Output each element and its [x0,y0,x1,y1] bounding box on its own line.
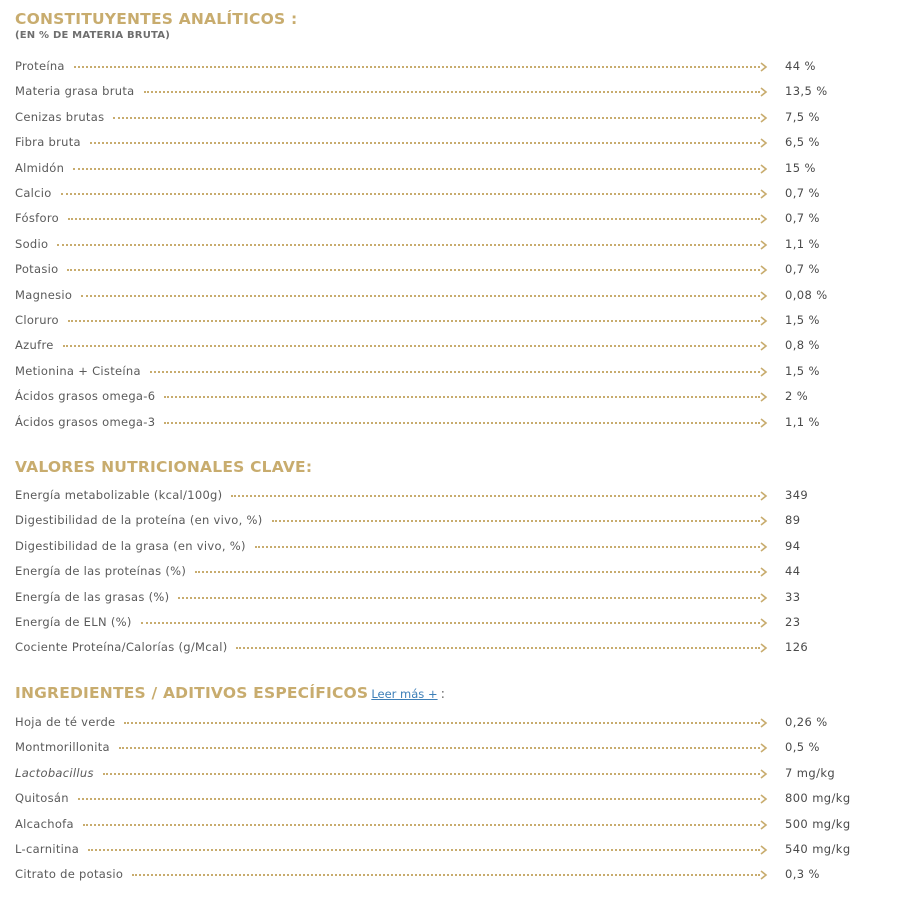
dotted-leader [81,295,760,297]
item-value: 540 mg/kg [785,842,851,856]
item-label: Energía de ELN (%) [15,615,132,629]
list-item [15,589,885,605]
list-item [15,563,885,579]
list-item [15,866,885,882]
arrow-right-icon [760,643,768,653]
list-item [15,816,885,832]
arrow-right-icon [760,113,768,123]
item-value: 23 [785,615,801,629]
item-value: 7,5 % [785,109,820,124]
read-more-link[interactable]: Leer más + [371,687,438,701]
dotted-leader [67,269,760,271]
list-item [15,58,885,74]
dotted-leader [272,520,761,522]
dotted-leader [113,117,760,119]
list-item [15,714,885,730]
item-label: Potasio [15,262,59,277]
dotted-leader [144,91,760,93]
item-label: Fibra bruta [15,135,81,150]
item-label: Digestibilidad de la proteína (en vivo, %) [15,513,263,528]
list-item [15,261,885,277]
dotted-leader [68,320,760,322]
dotted-leader [178,597,760,599]
item-label: Sodio [15,236,49,251]
item-label: L-carnitina [15,842,80,856]
item-value: 0,7 % [785,211,820,226]
arrow-right-icon [760,491,768,501]
arrow-right-icon [760,316,768,326]
arrow-right-icon [760,743,768,753]
arrow-right-icon [760,870,768,880]
arrow-right-icon [760,718,768,728]
item-label: Montmorillonita [15,740,110,755]
item-label: Alcachofa [15,816,74,831]
list-item [15,134,885,150]
ingredients-heading-colon: : [440,687,446,702]
item-label: Fósforo [15,211,59,226]
list-item [15,739,885,755]
list-item [15,487,885,503]
dotted-leader [61,193,760,195]
item-label: Energía de las grasas (%) [15,589,170,604]
dotted-leader [150,371,760,373]
arrow-right-icon [760,87,768,97]
item-label: Cociente Proteína/Calorías (g/Mcal) [15,640,228,655]
item-value: 500 mg/kg [785,816,851,831]
dotted-leader [63,345,760,347]
list-item [15,210,885,226]
arrow-right-icon [760,62,768,72]
item-value: 1,5 % [785,363,820,378]
item-value: 94 [785,538,801,553]
item-value: 0,5 % [785,740,820,755]
item-label: Digestibilidad de la grasa (en vivo, %) [15,538,246,553]
ingredients-heading [15,684,445,702]
arrow-right-icon [760,618,768,628]
arrow-right-icon [760,593,768,603]
list-item [15,312,885,328]
item-value: 2 % [785,389,809,404]
item-value: 0,3 % [785,867,820,882]
item-label: Cloruro [15,313,59,327]
item-value: 0,8 % [785,338,820,353]
arrow-right-icon [760,769,768,779]
list-item [15,109,885,125]
item-label: Metionina + Cisteína [15,363,141,378]
item-label: Ácidos grasos omega-6 [15,389,156,404]
arrow-right-icon [760,567,768,577]
list-item [15,414,885,430]
item-label: Calcio [15,186,52,200]
dotted-leader [57,244,760,246]
dotted-leader [236,647,760,649]
item-value: 0,7 % [785,186,820,200]
item-label: Proteína [15,59,65,73]
item-value: 0,7 % [785,262,820,277]
item-label: Energía metabolizable (kcal/100g) [15,488,223,502]
item-value: 0,08 % [785,287,828,302]
arrow-right-icon [760,138,768,148]
dotted-leader [83,824,760,826]
item-value: 7 mg/kg [785,765,836,780]
list-item [15,160,885,176]
list-item [15,363,885,379]
dotted-leader [164,422,760,424]
list-item [15,512,885,528]
item-value: 89 [785,513,801,528]
item-value: 1,1 % [785,236,820,251]
arrow-right-icon [760,367,768,377]
item-value: 44 [785,564,801,579]
item-value: 126 [785,640,809,655]
arrow-right-icon [760,542,768,552]
dotted-leader [78,798,760,800]
item-label: Cenizas brutas [15,109,105,124]
list-item [15,639,885,655]
arrow-right-icon [760,189,768,199]
arrow-right-icon [760,164,768,174]
arrow-right-icon [760,794,768,804]
list-item [15,614,885,630]
dotted-leader [255,546,760,548]
analytical-constituents-heading: CONSTITUYENTES ANALÍTICOS : [15,10,298,28]
dotted-leader [88,849,760,851]
item-value: 0,26 % [785,715,828,729]
dotted-leader [119,747,760,749]
list-item [15,236,885,252]
item-value: 349 [785,488,809,502]
item-value: 15 % [785,160,816,175]
item-value: 6,5 % [785,135,820,150]
item-label: Hoja de té verde [15,715,116,729]
item-value: 33 [785,589,801,604]
dotted-leader [103,773,760,775]
list-item [15,765,885,781]
arrow-right-icon [760,214,768,224]
arrow-right-icon [760,341,768,351]
arrow-right-icon [760,291,768,301]
dotted-leader [164,396,760,398]
arrow-right-icon [760,240,768,250]
dotted-leader [195,571,760,573]
dotted-leader [124,722,760,724]
arrow-right-icon [760,265,768,275]
item-label: Quitosán [15,791,69,806]
item-value: 1,5 % [785,313,820,327]
item-label: Materia grasa bruta [15,84,135,99]
list-item [15,185,885,201]
list-item [15,83,885,99]
dotted-leader [68,218,760,220]
dotted-leader [132,874,760,876]
item-label: Energía de las proteínas (%) [15,564,187,579]
dotted-leader [90,142,760,144]
dotted-leader [231,495,760,497]
item-value: 44 % [785,59,816,73]
item-value: 1,1 % [785,414,820,429]
list-item [15,790,885,806]
list-item [15,841,885,857]
arrow-right-icon [760,820,768,830]
analytical-constituents-subheading: (EN % DE MATERIA BRUTA) [15,30,170,41]
item-value: 13,5 % [785,84,828,99]
arrow-right-icon [760,418,768,428]
item-label: Lactobacillus [15,765,94,780]
list-item [15,388,885,404]
list-item [15,287,885,303]
ingredients-heading-text: INGREDIENTES / ADITIVOS ESPECÍFICOS [15,684,369,702]
arrow-right-icon [760,516,768,526]
item-label: Azufre [15,338,54,353]
item-label: Citrato de potasio [15,867,124,882]
dotted-leader [74,66,760,68]
list-item [15,538,885,554]
item-value: 800 mg/kg [785,791,851,806]
item-label: Magnesio [15,287,73,302]
item-label: Ácidos grasos omega-3 [15,414,156,429]
list-item [15,337,885,353]
dotted-leader [73,168,760,170]
arrow-right-icon [760,392,768,402]
nutritional-values-heading: VALORES NUTRICIONALES CLAVE: [15,458,313,476]
arrow-right-icon [760,845,768,855]
dotted-leader [141,622,760,624]
item-label: Almidón [15,160,65,175]
